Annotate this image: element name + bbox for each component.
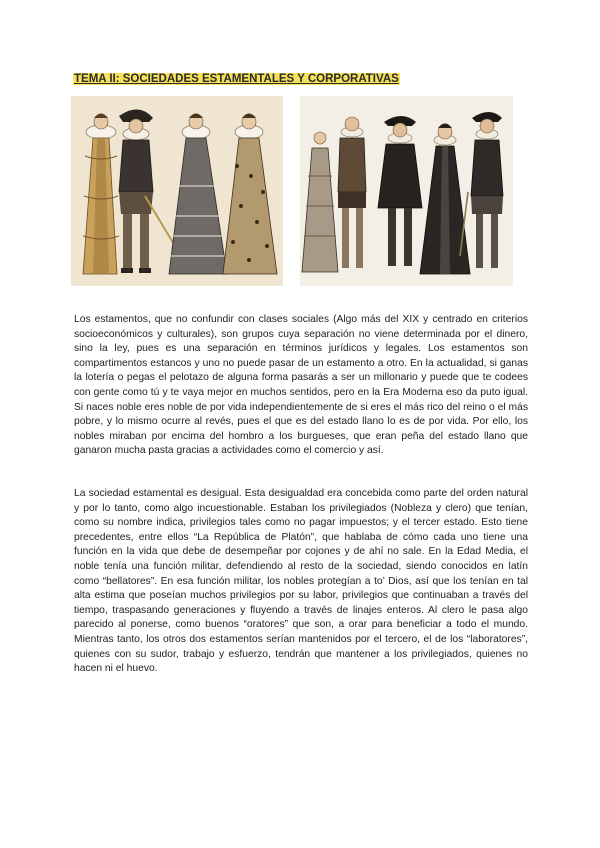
paragraph-estamentos: Los estamentos, que no confundir con clases sociales (Algo más del XIX y centrado en criterios socioeconómicos y culturales), son grupos cuya separación no viene determinada por el dinero, sino la ley, pues es una separación en términos jurídicos y legales. Los estamentos son compartimentos estancos y uno no puede pasar de un estamento a otro. En la actualidad, si ganas la lotería o pegas el pelotazo de alguna forma pasarás a ser un millonario y puede que te codees con gente como tú y te vaya mejor en muchos sentidos, pero en la Era Moderna eso da puto igual. Si naces noble eres noble de por vida independientemente de si eres el más rico del reino o el más pobre, y lo mismo ocurre al revés, pues el que es del estado llano lo es de por vida. Por ello, los nobles miraban por encima del hombro a los burgueses, que eran peña del estado llano que ganaron mucha pasta gracias a actividades como el comercio y así. bbox=[74, 314, 528, 457]
page-title: TEMA II: SOCIEDADES ESTAMENTALES Y CORPORATIVAS bbox=[74, 73, 399, 85]
illustration-baroque-figures bbox=[300, 96, 513, 286]
illustration-renaissance-nobles bbox=[71, 96, 283, 286]
paragraph-sociedad-desigual: La sociedad estamental es desigual. Esta desigualdad era concebida como parte del orden natural y por lo tanto, como algo incuestionable. Estaban los privilegiados (Nobleza y clero) que tenían, como su nombre indica, privilegios tales como no pagar impuestos; y el tercer estado. Esto tiene precedentes, entre ellos “La República de Platón”, que hablaba de cómo cada uno tiene una función en la vida que debe de desempeñar por cojones y de ahí no sale. En la Edad Media, el noble tenía una función militar, defendiendo al resto de la sociedad, siendo conocidos en latín como “bellatores”. En esa función militar, los nobles protegían a to’ Dios, así que los tenían en tal alta estima que poseían muchos privilegios por su labor, privilegios que continuaban a través del tiempo, traspasando generaciones y fluyendo a través de linajes enteros. Al clero le pasa algo parecido al ponerse, como buenos “oratores” que son, a orar para beneficiar a todo el mundo. Mientras tanto, los otros dos estamentos serían mantenidos por el tercero, el de los “laboratores”, quienes con su sudor, trabajo y esfuerzo, tendrán que mantener a los privilegiados, quienes no hacen ni el huevo. bbox=[74, 488, 528, 675]
